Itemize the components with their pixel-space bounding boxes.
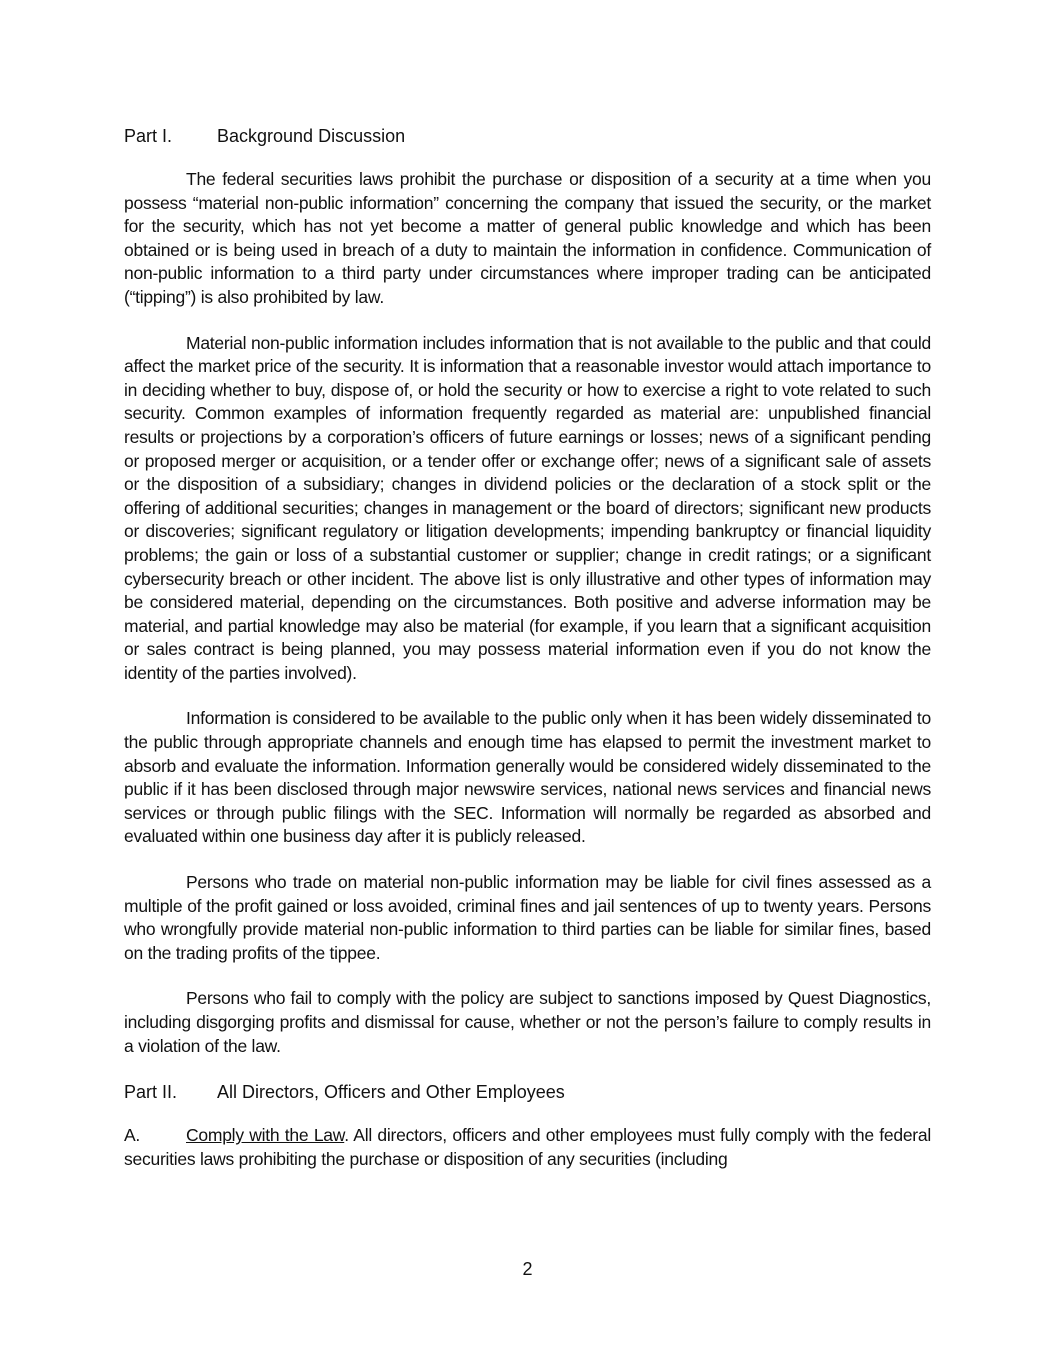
part-2-heading	[124, 1080, 931, 1104]
part-1-title: Background Discussion	[217, 126, 406, 146]
section-a	[124, 1124, 931, 1171]
part-1-number: Part I.	[124, 126, 173, 146]
section-a-text: . All directors, officers and other employees must fully comply with the federal securities laws prohibiting the purchase or disposition of any securities (including	[124, 1125, 931, 1169]
page-number: 2	[522, 1259, 533, 1279]
part-2-number: Part II.	[124, 1082, 178, 1103]
paragraph-material-information: Material non-public information includes information that is not available to the public and that could affect the market price of the security. It is information that a reasonable investor would attach importance to in deciding whether to buy, dispose of, or hold the security or how to exercise a right to vote related to such security. Common examples of information frequently regarded as material are: unpublished financial results or projections by a corporation’s officers of future earnings or losses; news of a significant pending or proposed merger or acquisition, or a tender offer or exchange offer; news of a significant sale of assets or the disposition of a subsidiary; changes in dividend policies or the declaration of a stock split or the offering of additional securities; changes in management or the board of directors; significant new products or discoveries; significant regulatory or litigation developments; impending bankruptcy or financial liquidity problems; the gain or loss of a substantial customer or supplier; change in credit ratings; or a significant cybersecurity breach or other incident. The above list is only illustrative and other types of information may be considered material, depending on the circumstances. Both positive and adverse information may be material, and partial knowledge may also be material (for example, if you learn that a significant acquisition or sales contract is being planned, you may possess material information even if you do not know the identity of the parties involved).	[124, 332, 931, 683]
part-1-heading	[124, 124, 931, 148]
page-content	[124, 124, 931, 1193]
paragraph-penalties: Persons who trade on material non-public information may be liable for civil fines assessed as a multiple of the profit gained or loss avoided, criminal fines and jail sentences of up to twenty years. Persons who wrongfully provide material non-public information to third parties can be liable for similar fines, based on the trading profits of the tippee.	[124, 872, 931, 963]
paragraph-securities-laws: The federal securities laws prohibit the purchase or disposition of a security at a time when you possess “material non-public information” concerning the company that issued the security, or the market for the security, which has not yet become a matter of general public knowledge and which has been obtained or is being used in breach of a duty to maintain the information in confidence. Communication of non-public information to a third party under circumstances where improper trading can be anticipated (“tipping”) is also prohibited by law.	[124, 169, 931, 307]
section-a-label: A.	[124, 1125, 141, 1146]
paragraph-public-availability: Information is considered to be available to the public only when it has been widely disseminated to the public through appropriate channels and enough time has elapsed to permit the investment market to absorb and evaluate the information. Information generally would be considered widely disseminated to the public if it has been disclosed through major newswire services, national news services and financial news services or through public filings with the SEC. Information will normally be regarded as absorbed and evaluated within one business day after it is publicly released.	[124, 708, 931, 847]
paragraph-sanctions: Persons who fail to comply with the policy are subject to sanctions imposed by Quest Diagnostics, including disgorging profits and dismissal for cause, whether or not the person’s failure to comply results in a violation of the law.	[124, 988, 931, 1056]
part-2-title: All Directors, Officers and Other Employees	[217, 1082, 565, 1103]
section-a-title: Comply with the Law	[186, 1125, 345, 1146]
